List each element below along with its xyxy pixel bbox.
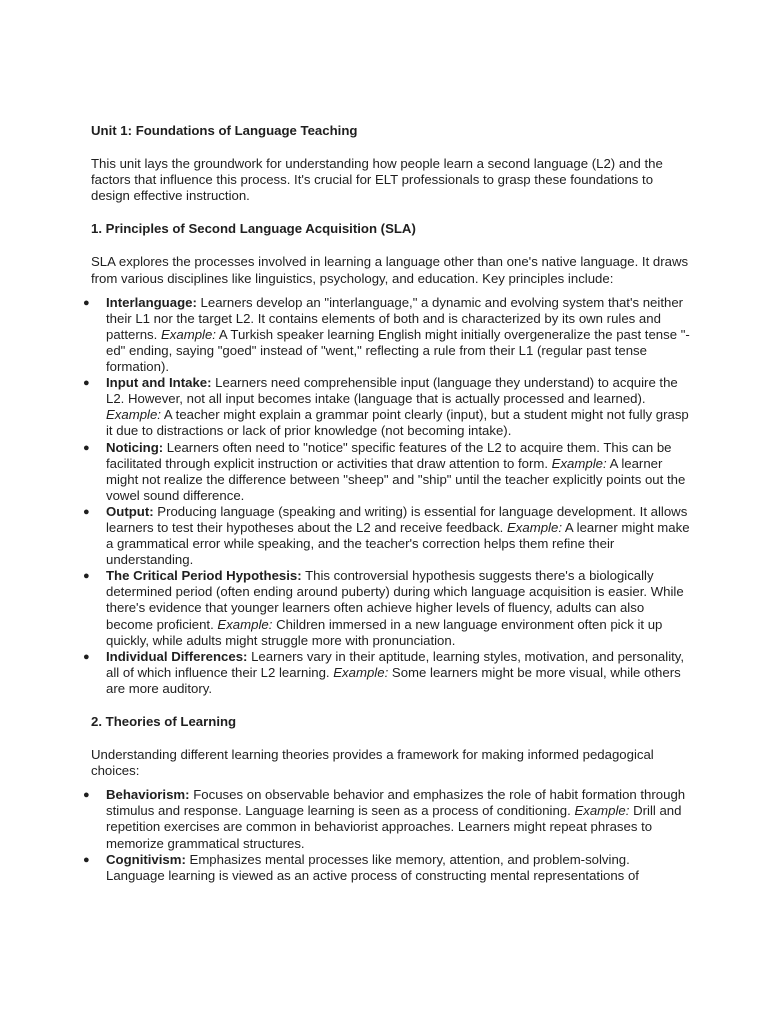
example-text: A teacher might explain a grammar point clearly (input), but a student might not fully grasp it due to distractions or lack of prior knowledge (not becoming intake).: [106, 407, 689, 439]
example-label: Example:: [333, 664, 389, 680]
term-label: Interlanguage:: [106, 294, 197, 310]
example-text: A Turkish speaker learning English might initially overgeneralize the past tense "-ed" ending, saying "goed" instead of "went," reflecting a rule from their L1 (regular past tense formation).: [106, 326, 690, 375]
example-label: Example:: [574, 803, 630, 819]
list-item-individual-differences: [83, 648, 691, 697]
example-label: Example:: [507, 519, 562, 535]
term-label: Individual Differences:: [106, 648, 248, 664]
term-description: Emphasizes mental processes like memory, attention, and problem-solving. Language learning is viewed as an active process of constructing mental representations of: [106, 851, 639, 883]
list-item-interlanguage: [83, 294, 691, 375]
example-label: Example:: [106, 407, 161, 423]
term-description: Learners often need to "notice" specific features of the L2 to acquire them. This can be facilitated through explicit instruction or activities that draw attention to form.: [106, 439, 672, 471]
bullet-icon: ●: [83, 789, 90, 802]
bullet-icon: ●: [83, 441, 90, 454]
list-item-cognitivism: [83, 851, 691, 884]
unit-title: Unit 1: Foundations of Language Teaching: [91, 123, 358, 138]
example-text: Children immersed in a new language environment often pick it up quickly, while adults might struggle more with pronunciation.: [106, 616, 663, 648]
bullet-icon: ●: [83, 377, 90, 390]
section-2-theories-list: [83, 787, 691, 884]
example-label: Example:: [551, 455, 607, 471]
term-description: This controversial hypothesis suggests there's a biologically determined period (often ending around puberty) during which language acquisition is easier. While there's evidence that younger learners often achieve higher levels of fluency, adults can also become proficient.: [106, 568, 684, 632]
term-description: Learners need comprehensible input (language they understand) to acquire the L2. However, not all input becomes intake (language that is actually processed and learned).: [106, 375, 678, 407]
section-2-title: 2. Theories of Learning: [91, 714, 237, 729]
term-description: Focuses on observable behavior and emphasizes the role of habit formation through stimulus and response. Language learning is seen as a process of conditioning.: [106, 787, 686, 819]
list-item-output: [83, 503, 691, 568]
term-label: Behaviorism:: [106, 787, 190, 803]
example-text: A learner might not realize the difference between "sheep" and "ship" until the teacher explicitly points out the vowel sound difference.: [106, 455, 686, 503]
term-description: Producing language (speaking and writing) is essential for language development. It allows learners to test their hypotheses about the L2 and receive feedback.: [106, 503, 688, 535]
term-label: Output:: [106, 503, 154, 519]
example-text: Drill and repetition exercises are common in behaviorist approaches. Learners might repeat phrases to memorize grammatical structures.: [106, 803, 682, 851]
section-1-intro: SLA explores the processes involved in learning a language other than one's native language. It draws from various disciplines like linguistics, psychology, and education. Key principles include:: [91, 254, 689, 286]
example-label: Example:: [217, 616, 273, 632]
example-text: A learner might make a grammatical error while speaking, and the teacher's correction helps them refine their understanding.: [106, 519, 690, 568]
document-body: [83, 123, 691, 884]
bullet-icon: ●: [83, 853, 90, 866]
term-label: Input and Intake:: [106, 375, 212, 391]
term-label: Noticing:: [106, 439, 164, 455]
section-1-title: 1. Principles of Second Language Acquisition (SLA): [91, 221, 416, 237]
term-description: Learners develop an "interlanguage," a dynamic and evolving system that's neither their L1 nor the target L2. It contains elements of both and is characterized by its own rules and patterns.: [106, 294, 684, 342]
example-label: Example:: [160, 326, 216, 342]
list-item-critical-period: [83, 568, 691, 648]
term-description: Learners vary in their aptitude, learning styles, motivation, and personality, all of which influence their L2 learning.: [106, 648, 685, 680]
example-text: Some learners might be more visual, while others are more auditory.: [106, 664, 681, 696]
bullet-icon: ●: [83, 296, 90, 309]
term-label: The Critical Period Hypothesis:: [106, 568, 302, 584]
section-2-intro: Understanding different learning theories provides a framework for making informed pedagogical choices:: [91, 747, 654, 779]
bullet-icon: ●: [83, 570, 90, 583]
term-label: Cognitivism:: [106, 851, 186, 867]
section-1-principles-list: [83, 294, 691, 697]
bullet-icon: ●: [83, 650, 90, 663]
bullet-icon: ●: [83, 505, 90, 518]
list-item-noticing: [83, 439, 691, 504]
list-item-input-and-intake: [83, 375, 691, 439]
list-item-behaviorism: [83, 787, 691, 851]
unit-intro-paragraph: This unit lays the groundwork for understanding how people learn a second language (L2) and the factors that influence this process. It's crucial for ELT professionals to grasp these foundations to design effective instruction.: [91, 156, 663, 204]
